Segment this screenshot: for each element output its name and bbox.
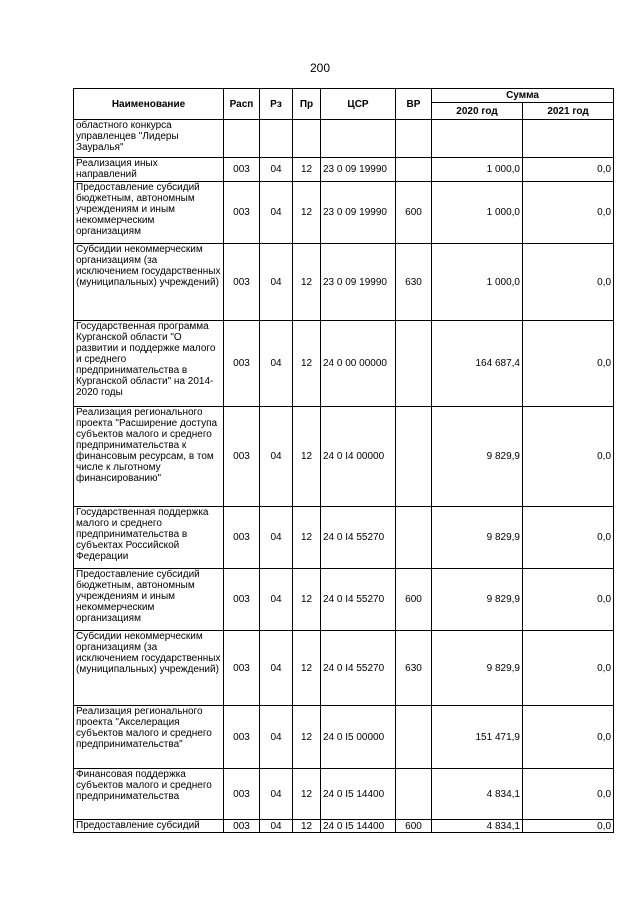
row-vr bbox=[396, 407, 432, 507]
row-name: Реализация регионального проекта "Расширение доступа субъектов малого и среднего предпринимательства к финансовым ресурсам, в том числе к льготному финансированию" bbox=[74, 407, 224, 507]
row-rasp: 003 bbox=[224, 706, 260, 769]
header-vr: ВР bbox=[396, 89, 432, 120]
row-rasp: 003 bbox=[224, 507, 260, 569]
row-csr: 24 0 I4 55270 bbox=[321, 631, 396, 706]
row-rz: 04 bbox=[260, 407, 293, 507]
row-sum-2021: 0,0 bbox=[523, 182, 614, 244]
header-year-2020: 2020 год bbox=[432, 103, 523, 120]
row-pr: 12 bbox=[293, 569, 321, 631]
row-rasp: 003 bbox=[224, 244, 260, 321]
row-pr: 12 bbox=[293, 631, 321, 706]
row-rasp: 003 bbox=[224, 158, 260, 182]
row-pr: 12 bbox=[293, 158, 321, 182]
row-sum-2020: 164 687,4 bbox=[432, 321, 523, 407]
row-vr bbox=[396, 321, 432, 407]
row-pr: 12 bbox=[293, 706, 321, 769]
table-row bbox=[74, 182, 614, 244]
row-sum-2020: 9 829,9 bbox=[432, 407, 523, 507]
header-rz: Рз bbox=[260, 89, 293, 120]
row-sum-2021: 0,0 bbox=[523, 769, 614, 820]
row-pr: 12 bbox=[293, 407, 321, 507]
row-vr bbox=[396, 507, 432, 569]
row-rasp: 003 bbox=[224, 769, 260, 820]
row-rz: 04 bbox=[260, 769, 293, 820]
header-csr: ЦСР bbox=[321, 89, 396, 120]
row-csr: 24 0 I4 00000 bbox=[321, 407, 396, 507]
row-sum-2020: 4 834,1 bbox=[432, 820, 523, 833]
row-rz: 04 bbox=[260, 569, 293, 631]
table-row bbox=[74, 631, 614, 706]
row-name: Государственная поддержка малого и среднего предпринимательства в субъектах Российской Федерации bbox=[74, 507, 224, 569]
row-pr: 12 bbox=[293, 182, 321, 244]
row-csr: 24 0 I5 14400 bbox=[321, 820, 396, 833]
row-rasp: 003 bbox=[224, 820, 260, 833]
row-name: Субсидии некоммерческим организациям (за исключением государственных (муниципальных) учреждений) bbox=[74, 631, 224, 706]
row-name: Реализация иных направлений bbox=[74, 158, 224, 182]
row-rasp: 003 bbox=[224, 569, 260, 631]
row-rz: 04 bbox=[260, 820, 293, 833]
row-rz: 04 bbox=[260, 631, 293, 706]
row-sum-2021: 0,0 bbox=[523, 631, 614, 706]
row-sum-2020: 1 000,0 bbox=[432, 244, 523, 321]
row-name: Финансовая поддержка субъектов малого и среднего предпринимательства bbox=[74, 769, 224, 820]
row-vr: 630 bbox=[396, 244, 432, 321]
row-pr: 12 bbox=[293, 769, 321, 820]
row-vr: 600 bbox=[396, 569, 432, 631]
row-rasp: 003 bbox=[224, 407, 260, 507]
header-name: Наименование bbox=[74, 89, 224, 120]
row-vr: 600 bbox=[396, 182, 432, 244]
row-vr bbox=[396, 158, 432, 182]
row-csr: 24 0 00 00000 bbox=[321, 321, 396, 407]
row-sum-2020: 1 000,0 bbox=[432, 158, 523, 182]
table-row bbox=[74, 569, 614, 631]
table-row bbox=[74, 244, 614, 321]
row-sum-2020: 4 834,1 bbox=[432, 769, 523, 820]
row-name: Субсидии некоммерческим организациям (за исключением государственных (муниципальных) учреждений) bbox=[74, 244, 224, 321]
row-sum-2021: 0,0 bbox=[523, 820, 614, 833]
row-csr: 23 0 09 19990 bbox=[321, 244, 396, 321]
row-rz: 04 bbox=[260, 244, 293, 321]
row-csr bbox=[321, 120, 396, 158]
row-rz: 04 bbox=[260, 321, 293, 407]
row-name: Предоставление субсидий bbox=[74, 820, 224, 833]
row-pr: 12 bbox=[293, 507, 321, 569]
row-pr: 12 bbox=[293, 321, 321, 407]
row-pr: 12 bbox=[293, 244, 321, 321]
row-sum-2021: 0,0 bbox=[523, 706, 614, 769]
row-rz: 04 bbox=[260, 507, 293, 569]
row-csr: 24 0 I4 55270 bbox=[321, 507, 396, 569]
row-sum-2021: 0,0 bbox=[523, 507, 614, 569]
row-csr: 23 0 09 19990 bbox=[321, 158, 396, 182]
row-sum-2020: 9 829,9 bbox=[432, 631, 523, 706]
header-year-2021: 2021 год bbox=[523, 103, 614, 120]
header-rasp: Расп bbox=[224, 89, 260, 120]
table-row bbox=[74, 706, 614, 769]
header-sum: Сумма bbox=[432, 89, 614, 103]
row-rasp: 003 bbox=[224, 321, 260, 407]
row-rz: 04 bbox=[260, 182, 293, 244]
row-vr: 630 bbox=[396, 631, 432, 706]
row-pr bbox=[293, 120, 321, 158]
row-name: Предоставление субсидий бюджетным, автономным учреждениям и иным некоммерческим организациям bbox=[74, 569, 224, 631]
page-number: 200 bbox=[309, 61, 331, 75]
row-sum-2021 bbox=[523, 120, 614, 158]
row-sum-2021: 0,0 bbox=[523, 407, 614, 507]
table-row bbox=[74, 321, 614, 407]
row-pr: 12 bbox=[293, 820, 321, 833]
row-sum-2021: 0,0 bbox=[523, 321, 614, 407]
table-row bbox=[74, 158, 614, 182]
row-sum-2020 bbox=[432, 120, 523, 158]
row-sum-2021: 0,0 bbox=[523, 569, 614, 631]
table-row bbox=[74, 769, 614, 820]
row-sum-2020: 9 829,9 bbox=[432, 569, 523, 631]
table-row bbox=[74, 820, 614, 833]
row-sum-2020: 151 471,9 bbox=[432, 706, 523, 769]
row-csr: 24 0 I5 00000 bbox=[321, 706, 396, 769]
row-vr bbox=[396, 706, 432, 769]
budget-table bbox=[73, 88, 614, 833]
row-csr: 23 0 09 19990 bbox=[321, 182, 396, 244]
row-name: Государственная программа Курганской области "О развитии и поддержке малого и среднего предпринимательства в Курганской области" на 2014-2020 годы bbox=[74, 321, 224, 407]
row-sum-2020: 1 000,0 bbox=[432, 182, 523, 244]
table-row bbox=[74, 120, 614, 158]
row-vr bbox=[396, 120, 432, 158]
row-sum-2021: 0,0 bbox=[523, 244, 614, 321]
row-name: областного конкурса управленцев "Лидеры Зауралья" bbox=[74, 120, 224, 158]
row-sum-2021: 0,0 bbox=[523, 158, 614, 182]
row-sum-2020: 9 829,9 bbox=[432, 507, 523, 569]
row-vr bbox=[396, 769, 432, 820]
table-row bbox=[74, 407, 614, 507]
row-rasp: 003 bbox=[224, 182, 260, 244]
row-csr: 24 0 I5 14400 bbox=[321, 769, 396, 820]
header-pr: Пр bbox=[293, 89, 321, 120]
row-csr: 24 0 I4 55270 bbox=[321, 569, 396, 631]
row-rasp: 003 bbox=[224, 631, 260, 706]
row-rasp bbox=[224, 120, 260, 158]
row-rz: 04 bbox=[260, 158, 293, 182]
row-name: Реализация регионального проекта "Акселерация субъектов малого и среднего предпринимательства" bbox=[74, 706, 224, 769]
row-name: Предоставление субсидий бюджетным, автономным учреждениям и иным некоммерческим организациям bbox=[74, 182, 224, 244]
row-rz: 04 bbox=[260, 706, 293, 769]
table-row bbox=[74, 507, 614, 569]
row-rz bbox=[260, 120, 293, 158]
row-vr: 600 bbox=[396, 820, 432, 833]
